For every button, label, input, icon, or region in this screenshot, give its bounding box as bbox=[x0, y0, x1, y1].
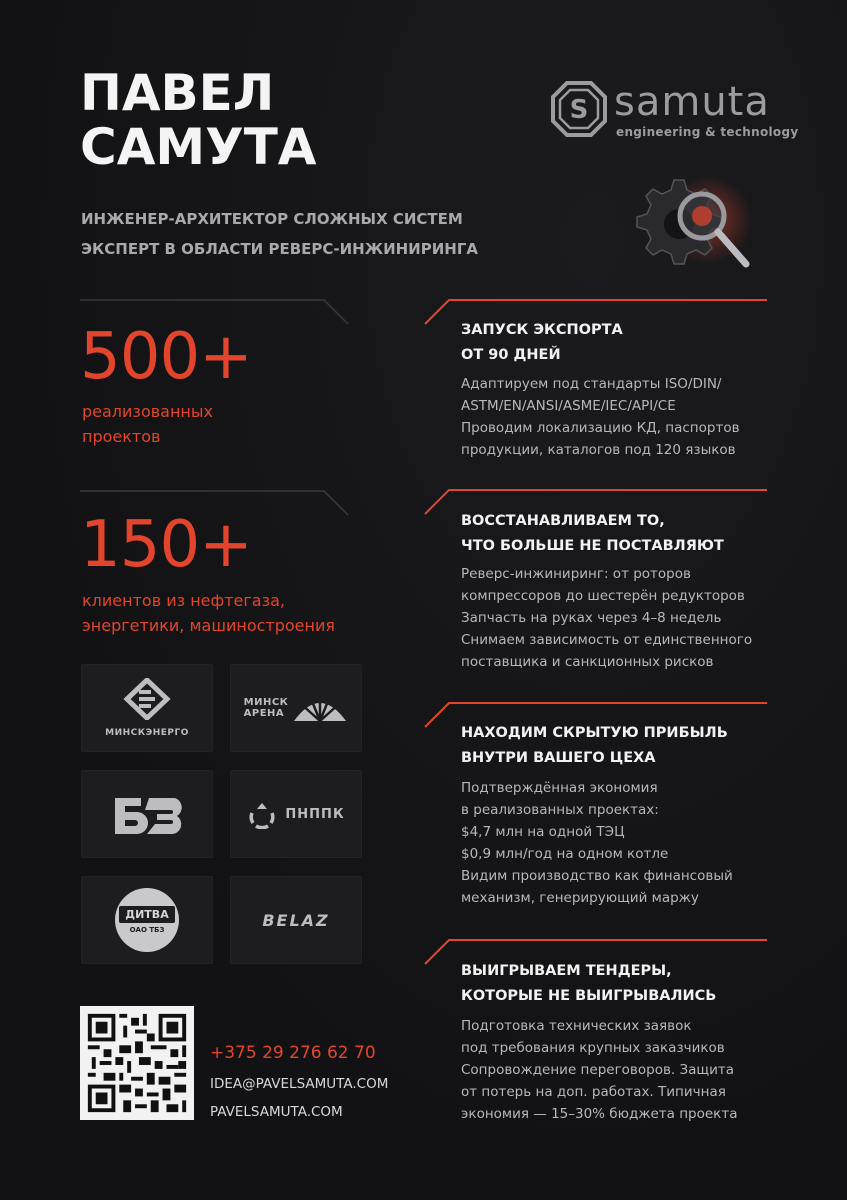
stat-label-line: проектов bbox=[82, 427, 161, 446]
feature-title-profit bbox=[461, 721, 728, 771]
feature-body-line: Проводим локализацию КД, паспортов bbox=[461, 420, 740, 436]
qr-code[interactable] bbox=[80, 1006, 194, 1120]
client-name: BELAZ bbox=[262, 910, 330, 930]
name-line-1: ПАВЕЛ bbox=[80, 64, 275, 122]
minsk-arena-text bbox=[244, 697, 289, 719]
subtitle-line-1: ИНЖЕНЕР-АРХИТЕКТОР СЛОЖНЫХ СИСТЕМ bbox=[81, 210, 463, 228]
projects-count: 500+ bbox=[80, 320, 252, 394]
feature-title-restore bbox=[461, 509, 724, 559]
subtitle-line-2: ЭКСПЕРТ В ОБЛАСТИ РЕВЕРС-ИНЖИНИРИНГА bbox=[81, 240, 478, 258]
feature-body-line: Подготовка технических заявок bbox=[461, 1018, 692, 1034]
client-name-line: ОАО ТБЗ bbox=[129, 926, 165, 934]
feature-title-export bbox=[461, 318, 623, 368]
feature-body-line: $0,9 млн/год на одном котле bbox=[461, 846, 669, 862]
feature-body-line: под требования крупных заказчиков bbox=[461, 1040, 725, 1056]
name-line-2: САМУТА bbox=[80, 118, 317, 176]
clients-count: 150+ bbox=[80, 508, 252, 582]
feature-body-line: продукции, каталогов под 120 языков bbox=[461, 442, 736, 458]
feature-title-line: ОТ 90 ДНЕЙ bbox=[461, 347, 561, 363]
feature-body-line: экономия — 15–30% бюджета проекта bbox=[461, 1106, 738, 1122]
feature-title-line: НАХОДИМ СКРЫТУЮ ПРИБЫЛЬ bbox=[461, 725, 728, 741]
feature-body-line: Адаптируем под стандарты ISO/DIN/ bbox=[461, 376, 722, 392]
website-link[interactable]: PAVELSAMUTA.COM bbox=[210, 1104, 343, 1120]
samuta-logo bbox=[550, 78, 799, 144]
feature-title-tenders bbox=[461, 959, 716, 1009]
feature-body-line: Снимаем зависимость от единственного bbox=[461, 632, 753, 648]
client-logo-pnppk bbox=[230, 770, 362, 858]
feature-body-restore bbox=[461, 563, 752, 673]
qr-code-icon bbox=[80, 1006, 194, 1120]
feature-title-line: КОТОРЫЕ НЕ ВЫИГРЫВАЛИСЬ bbox=[461, 988, 717, 1004]
feature-body-line: Запчасть на руках через 4–8 недель bbox=[461, 610, 722, 626]
job-subtitle bbox=[81, 204, 478, 264]
feature-body-line: Сопровождение переговоров. Защита bbox=[461, 1062, 735, 1078]
pnppk-arrows-icon bbox=[247, 799, 277, 829]
feature-body-line: Видим производство как финансовый bbox=[461, 868, 733, 884]
clients-label bbox=[82, 588, 335, 638]
feature-title-line: ВОССТАНАВЛИВАЕМ ТО, bbox=[461, 513, 665, 529]
feature-body-line: механизм, генерирующий маржу bbox=[461, 890, 699, 906]
client-name-line: ДИТВА bbox=[119, 906, 174, 923]
client-name-line: АРЕНА bbox=[243, 708, 285, 719]
client-logo-ditva bbox=[81, 876, 213, 964]
feature-body-line: $4,7 млн на одной ТЭЦ bbox=[461, 824, 625, 840]
ditva-emblem bbox=[115, 888, 179, 952]
feature-body-tenders bbox=[461, 1015, 737, 1125]
phone-number[interactable]: +375 29 276 62 70 bbox=[210, 1043, 376, 1063]
logo-wordmark: samuta bbox=[614, 79, 770, 125]
bz-logo-icon bbox=[109, 790, 185, 838]
feature-body-profit bbox=[461, 777, 733, 909]
gear-magnifier-icon bbox=[634, 172, 758, 272]
logo-tagline: engineering & technology bbox=[616, 125, 799, 139]
feature-title-line: ЗАПУСК ЭКСПОРТА bbox=[461, 322, 623, 338]
stat-label-line: реализованных bbox=[82, 402, 213, 421]
email-link[interactable]: IDEA@PAVELSAMUTA.COM bbox=[210, 1076, 389, 1092]
feature-title-line: ЧТО БОЛЬШЕ НЕ ПОСТАВЛЯЮТ bbox=[461, 538, 724, 554]
feature-body-line: компрессоров до шестерён редукторов bbox=[461, 588, 745, 604]
arena-fan-icon bbox=[292, 691, 348, 725]
svg-text:S: S bbox=[569, 95, 589, 125]
projects-label bbox=[82, 399, 213, 449]
feature-body-line: Подтверждённая экономия bbox=[461, 780, 658, 796]
feature-body-export bbox=[461, 373, 740, 461]
client-logo-bz bbox=[81, 770, 213, 858]
person-name bbox=[80, 66, 317, 174]
feature-title-line: ВЫИГРЫВАЕМ ТЕНДЕРЫ, bbox=[461, 963, 672, 979]
feature-body-line: от потерь на доп. работах. Типичная bbox=[461, 1084, 726, 1100]
client-logo-belaz bbox=[230, 876, 362, 964]
minskenergo-logo-icon bbox=[121, 678, 173, 720]
stat-label-line: клиентов из нефтегаза, bbox=[82, 591, 285, 610]
client-logo-minsk-arena bbox=[230, 664, 362, 752]
client-name: ПНППК bbox=[285, 806, 345, 822]
client-logo-minskenergo bbox=[81, 664, 213, 752]
feature-body-line: в реализованных проектах: bbox=[461, 802, 659, 818]
logo-emblem-icon bbox=[550, 80, 608, 138]
client-name: МИНСКЭНЕРГО bbox=[105, 728, 189, 738]
feature-body-line: поставщика и санкционных рисков bbox=[461, 654, 714, 670]
feature-title-line: ВНУТРИ ВАШЕГО ЦЕХА bbox=[461, 750, 656, 766]
feature-body-line: ASTM/EN/ANSI/ASME/IEC/API/CE bbox=[461, 398, 676, 414]
client-name-line: МИНСК bbox=[243, 697, 289, 708]
stat-label-line: энергетики, машиностроения bbox=[82, 616, 335, 635]
feature-body-line: Реверс-инжиниринг: от роторов bbox=[461, 566, 691, 582]
